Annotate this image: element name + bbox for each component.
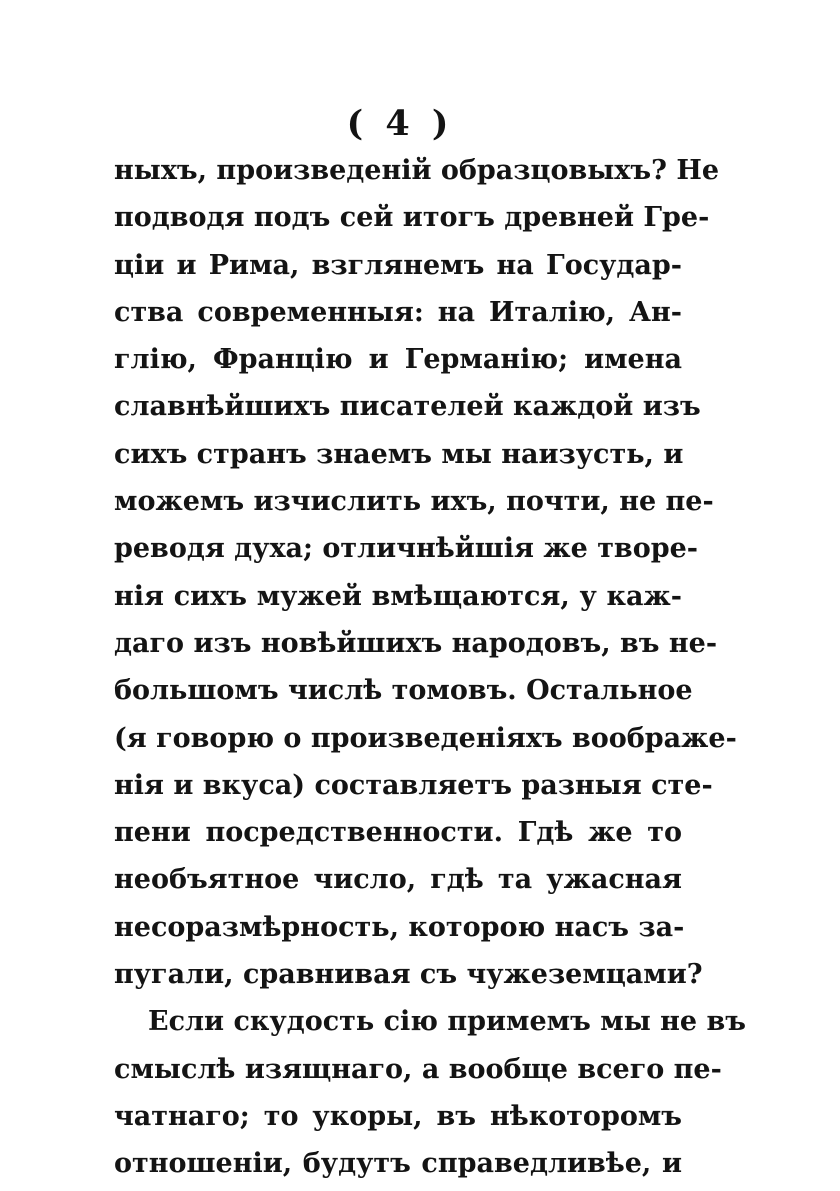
text-line: реводя духа; отличнѣйшія же творе- xyxy=(114,533,698,565)
text-line: смыслѣ изящнаго, а вообще всего пе- xyxy=(114,1053,722,1085)
text-line: Если скудость сію примемъ мы не въ xyxy=(148,1006,746,1038)
text-line: славнѣйшихъ писателей каждой изъ xyxy=(114,391,701,423)
page-number: ( 4 ) xyxy=(346,103,454,144)
text-line: ціи и Рима, взглянемъ на Государ- xyxy=(114,249,682,281)
text-line: можемъ изчислить ихъ, почти, не пе- xyxy=(114,486,714,518)
text-line: ныхъ, произведеній образцовыхъ? Не xyxy=(114,155,720,186)
text-line: подводя подъ сей итогъ древней Гре- xyxy=(114,202,710,234)
text-line: пени посредственности. Гдѣ же то xyxy=(114,817,682,849)
text-line: ства современныя: на Италію, Ан- xyxy=(114,296,682,328)
text-line: чатнаго; то укоры, въ нѣкоторомъ xyxy=(114,1100,682,1132)
text-line: глію, Францію и Германію; имена xyxy=(114,344,682,376)
text-line: отношеніи, будутъ справедливѣе, и xyxy=(114,1148,682,1180)
text-line: (я говорю о произведеніяхъ воображе- xyxy=(114,722,737,754)
text-line: большомъ числѣ томовъ. Остальное xyxy=(114,675,693,707)
text-line: даго изъ новѣйшихъ народовъ, въ не- xyxy=(114,627,718,659)
text-line: нія и вкуса) составляетъ разныя сте- xyxy=(114,769,713,801)
text-line: пугали, сравнивая съ чужеземцами? xyxy=(114,959,703,991)
text-line: сихъ странъ знаемъ мы наизусть, и xyxy=(114,438,684,470)
text-line: несоразмѣрность, которою насъ за- xyxy=(114,911,685,943)
body-text xyxy=(114,147,746,1188)
text-line: нія сихъ мужей вмѣщаются, у каж- xyxy=(114,580,682,612)
text-line: необъятное число, гдѣ та ужасная xyxy=(114,864,682,896)
